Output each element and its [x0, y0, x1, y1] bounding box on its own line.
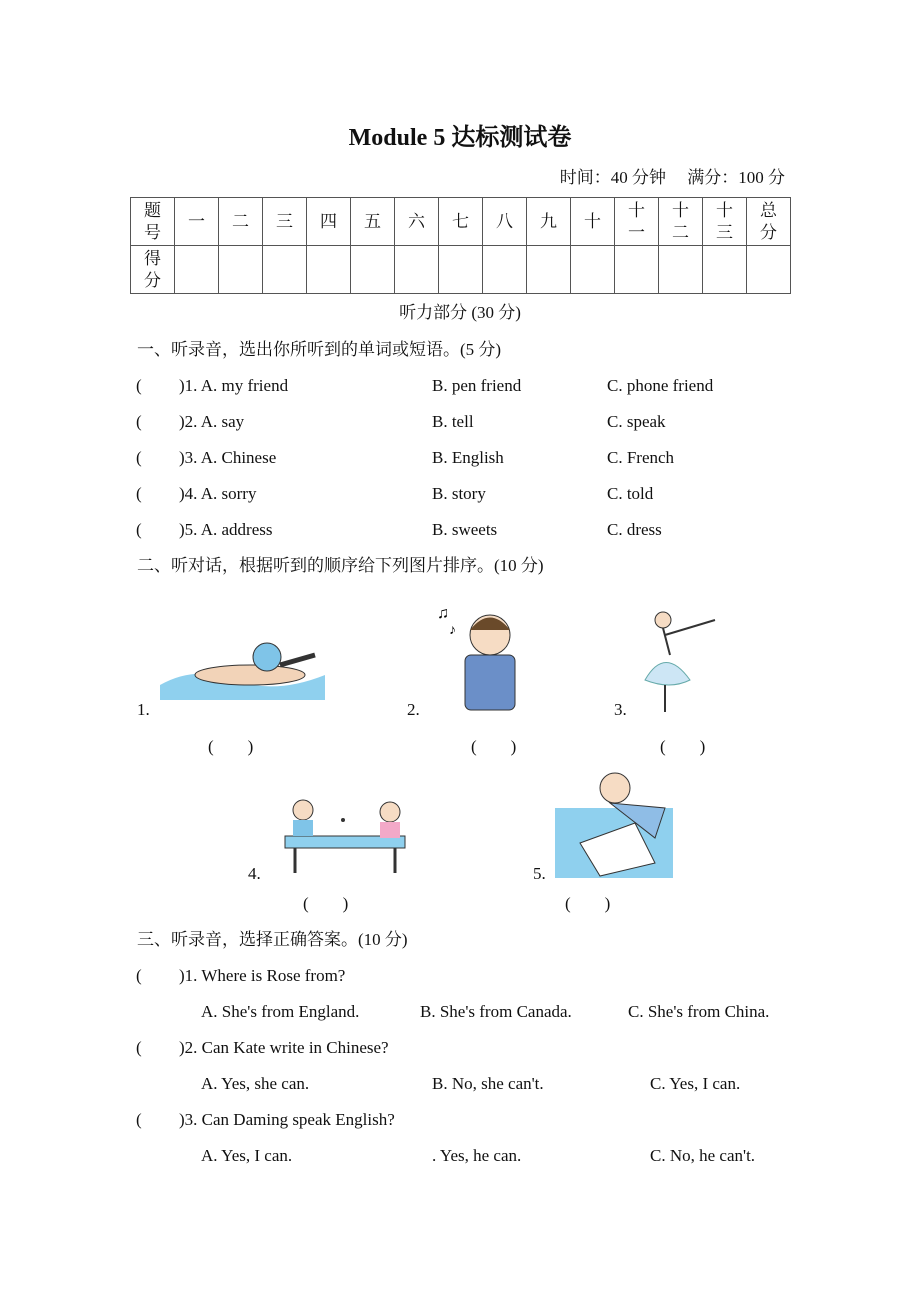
- answer-paren[interactable]: (: [136, 1110, 142, 1129]
- cell-text: 号: [144, 222, 161, 242]
- option-b: B. English: [432, 448, 504, 467]
- option-c: C. phone friend: [607, 376, 714, 395]
- picture-label-2: 2.: [407, 700, 420, 719]
- score-cell[interactable]: [219, 246, 263, 294]
- svg-text:♪: ♪: [449, 623, 456, 638]
- option-b: B. sweets: [432, 520, 498, 539]
- score-cell[interactable]: [395, 246, 439, 294]
- cell-text: 八: [496, 211, 513, 231]
- option-c: C. speak: [607, 412, 666, 431]
- cell-text: 总: [760, 200, 777, 220]
- score-label-cell: [131, 246, 175, 294]
- answer-paren[interactable]: (: [136, 484, 142, 503]
- option-c: C. No, he can't.: [650, 1146, 756, 1165]
- score-cell[interactable]: [483, 246, 527, 294]
- option-a: A. Yes, she can.: [201, 1074, 310, 1093]
- picture-label-3: 3.: [614, 700, 627, 719]
- answer-paren[interactable]: (: [136, 520, 142, 539]
- answer-blank-2[interactable]: ( ): [471, 737, 517, 756]
- question-number-cell: [351, 198, 395, 246]
- question-number-cell: [703, 198, 747, 246]
- question-option-a: )2. A. say: [179, 412, 245, 431]
- option-c: C. told: [607, 484, 654, 503]
- cell-text: 六: [408, 211, 425, 231]
- swimming-boy-icon: [155, 625, 330, 705]
- cell-text: 四: [320, 211, 337, 231]
- question-number-cell: [263, 198, 307, 246]
- cell-text: 十: [672, 200, 689, 220]
- question-number-cell: [439, 198, 483, 246]
- cell-text: 十: [716, 200, 733, 220]
- question-number-cell: [307, 198, 351, 246]
- option-c: C. dress: [607, 520, 662, 539]
- option-b: B. tell: [432, 412, 474, 431]
- drawing-boy-icon: [555, 768, 675, 878]
- cell-text: 分: [760, 222, 777, 242]
- score-cell[interactable]: [439, 246, 483, 294]
- section3-heading: 三、听录音，选择正确答案。(10 分): [137, 930, 408, 949]
- score-row: [131, 246, 791, 294]
- question: )3. Can Daming speak English?: [179, 1110, 395, 1129]
- option-c: C. Yes, I can.: [650, 1074, 741, 1093]
- question-number-cell: [571, 198, 615, 246]
- answer-paren[interactable]: (: [136, 412, 142, 431]
- cell-text: 得: [144, 248, 161, 268]
- option-b: B. pen friend: [432, 376, 522, 395]
- cell-text: 二: [672, 222, 689, 242]
- score-cell[interactable]: [527, 246, 571, 294]
- option-b: B. story: [432, 484, 486, 503]
- listening-part-title: 听力部分 (30 分): [399, 303, 521, 322]
- question-option-a: )5. A. address: [179, 520, 273, 539]
- answer-blank-1[interactable]: ( ): [208, 737, 254, 756]
- question-number-row: [131, 198, 791, 246]
- answer-paren[interactable]: (: [136, 376, 142, 395]
- ping-pong-icon: [275, 798, 420, 876]
- answer-blank-5[interactable]: ( ): [565, 894, 611, 913]
- score-cell[interactable]: [703, 246, 747, 294]
- option-c: C. French: [607, 448, 675, 467]
- answer-paren[interactable]: (: [136, 448, 142, 467]
- picture-label-1: 1.: [137, 700, 150, 719]
- option-c: C. She's from China.: [628, 1002, 770, 1021]
- question-number-cell: [175, 198, 219, 246]
- question-number-cell: [747, 198, 791, 246]
- option-b: . Yes, he can.: [432, 1146, 522, 1165]
- score-cell[interactable]: [747, 246, 791, 294]
- question-number-cell: [659, 198, 703, 246]
- question-option-a: )4. A. sorry: [179, 484, 257, 503]
- score-cell[interactable]: [571, 246, 615, 294]
- question-number-cell: [395, 198, 439, 246]
- picture-label-4: 4.: [248, 864, 261, 883]
- cell-text: 三: [276, 211, 293, 231]
- score-cell[interactable]: [175, 246, 219, 294]
- cell-text: 题: [144, 200, 161, 220]
- score-cell[interactable]: [659, 246, 703, 294]
- score-cell[interactable]: [307, 246, 351, 294]
- time-and-score: 时间：40 分钟 满分：100 分: [559, 168, 785, 187]
- cell-text: 三: [716, 222, 733, 242]
- page-title: Module 5 达标测试卷: [348, 125, 572, 151]
- cell-text: 十: [584, 211, 601, 231]
- option-b: B. She's from Canada.: [420, 1002, 572, 1021]
- option-a: A. She's from England.: [201, 1002, 360, 1021]
- header-label-cell: [131, 198, 175, 246]
- svg-text:♫: ♫: [437, 605, 449, 622]
- answer-paren[interactable]: (: [136, 966, 142, 985]
- section1-heading: 一、听录音，选出你所听到的单词或短语。(5 分): [137, 340, 502, 359]
- score-table: [130, 197, 791, 294]
- answer-blank-4[interactable]: ( ): [303, 894, 349, 913]
- score-cell[interactable]: [351, 246, 395, 294]
- cell-text: 一: [188, 211, 205, 231]
- cell-text: 二: [232, 211, 249, 231]
- cell-text: 一: [628, 222, 645, 242]
- answer-paren[interactable]: (: [136, 1038, 142, 1057]
- question-option-a: )3. A. Chinese: [179, 448, 277, 467]
- question-number-cell: [615, 198, 659, 246]
- question-number-cell: [219, 198, 263, 246]
- ballet-dancer-icon: [635, 600, 725, 715]
- answer-blank-3[interactable]: ( ): [660, 737, 706, 756]
- question-number-cell: [483, 198, 527, 246]
- cell-text: 分: [144, 270, 161, 290]
- singing-boy-icon: [435, 600, 520, 715]
- question-option-a: )1. A. my friend: [179, 376, 289, 395]
- cell-text: 十: [628, 200, 645, 220]
- cell-text: 七: [452, 211, 469, 231]
- question: )2. Can Kate write in Chinese?: [179, 1038, 389, 1057]
- question-number-cell: [527, 198, 571, 246]
- question: )1. Where is Rose from?: [179, 966, 346, 985]
- section2-heading: 二、听对话，根据听到的顺序给下列图片排序。(10 分): [137, 556, 544, 575]
- score-cell[interactable]: [263, 246, 307, 294]
- cell-text: 五: [364, 211, 381, 231]
- picture-label-5: 5.: [533, 864, 546, 883]
- cell-text: 九: [540, 211, 557, 231]
- score-cell[interactable]: [615, 246, 659, 294]
- option-a: A. Yes, I can.: [201, 1146, 293, 1165]
- option-b: B. No, she can't.: [432, 1074, 544, 1093]
